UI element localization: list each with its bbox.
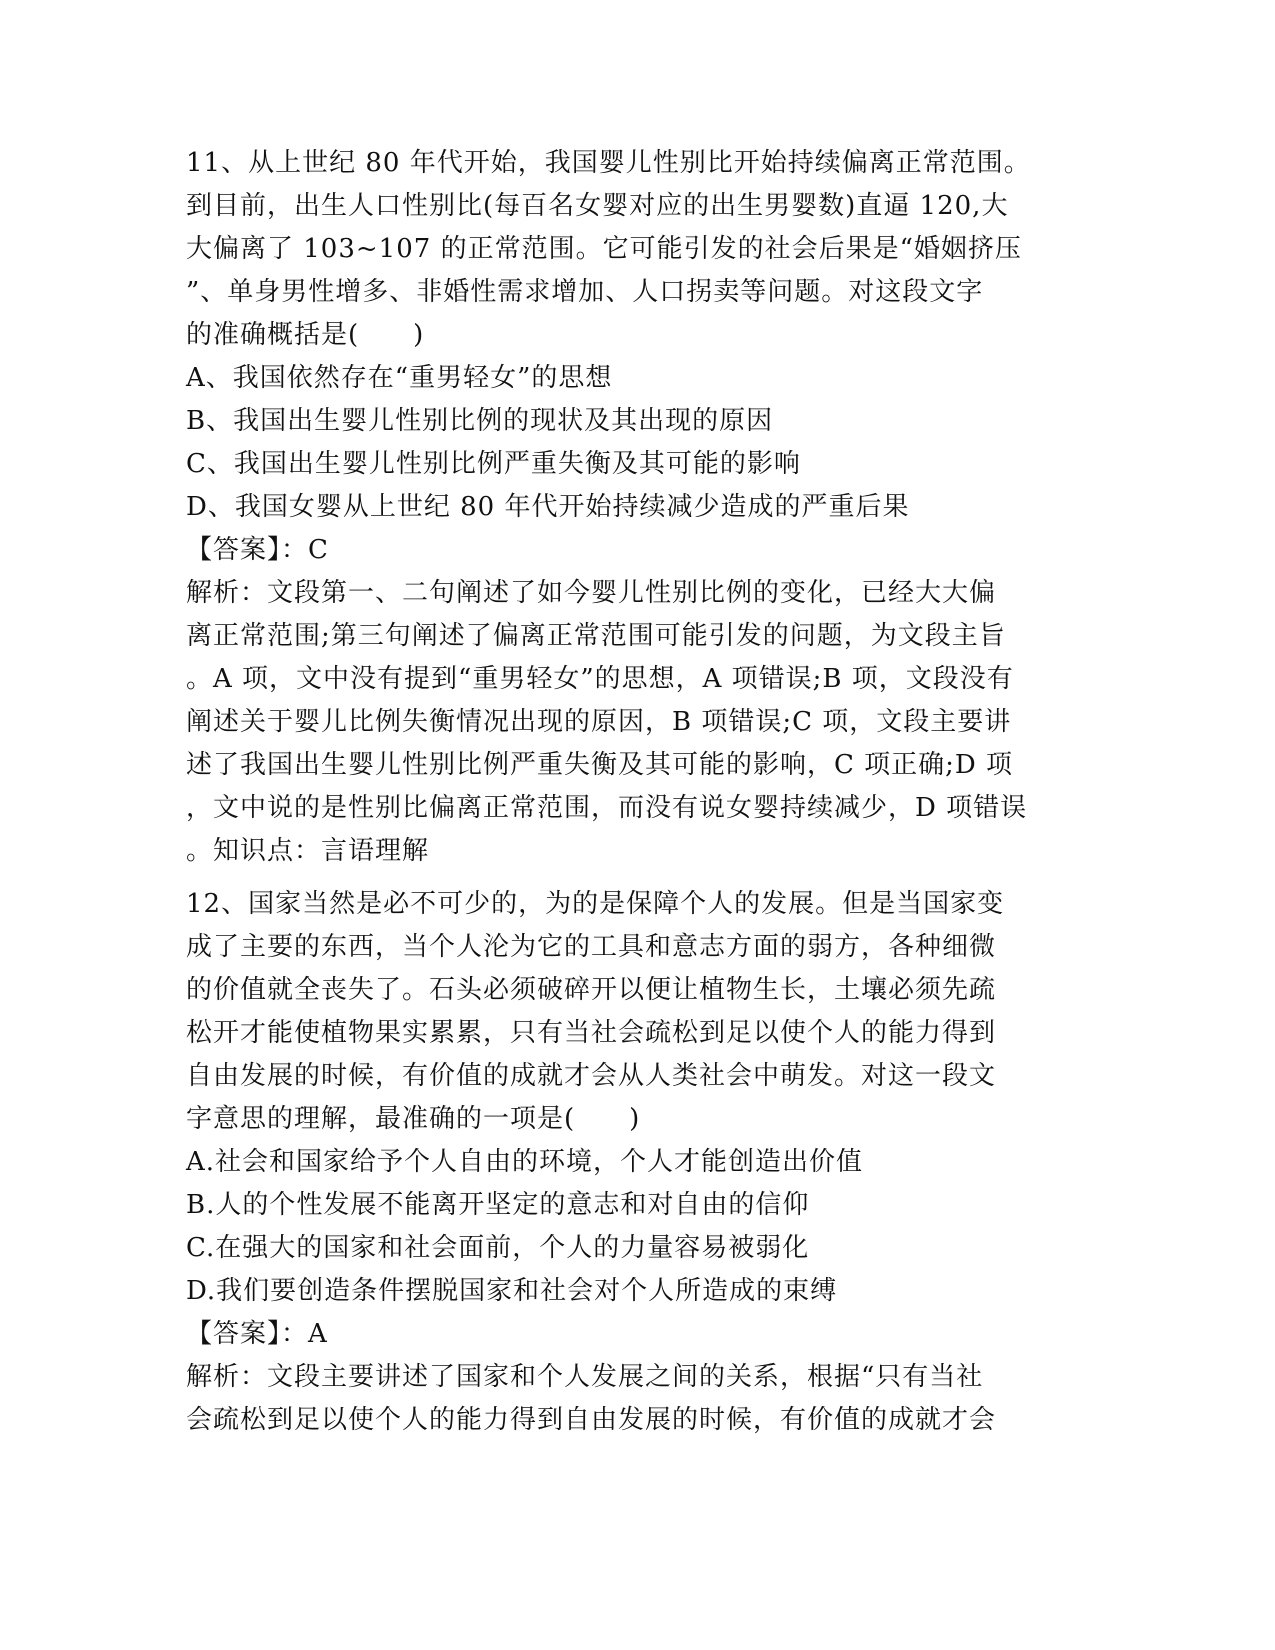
option-a: A、我国依然存在“重男轻女”的思想 [186, 363, 613, 393]
page-content [186, 142, 1086, 1442]
question-stem-line: 11、从上世纪 80 年代开始，我国婴儿性别比开始持续偏离正常范围。 [186, 148, 1031, 178]
option-b: B、我国出生婴儿性别比例的现状及其出现的原因 [186, 406, 774, 436]
option-d: D.我们要创造条件摆脱国家和社会对个人所造成的束缚 [186, 1276, 838, 1306]
question-stem-line: 的准确概括是( ) [186, 320, 425, 350]
question-stem-line: 12、国家当然是必不可少的，为的是保障个人的发展。但是当国家变 [186, 889, 1005, 919]
analysis-line: 解析：文段第一、二句阐述了如今婴儿性别比例的变化，已经大大偏 [186, 578, 997, 608]
question-block-12 [186, 883, 1086, 1442]
question-stem-line: 到目前，出生人口性别比(每百名女婴对应的出生男婴数)直逼 120,大 [186, 191, 1009, 221]
analysis-line: 离正常范围;第三句阐述了偏离正常范围可能引发的问题，为文段主旨 [186, 621, 1006, 651]
question-divider-space [186, 873, 1086, 883]
question-stem-line: 的价值就全丧失了。石头必须破碎开以便让植物生长，土壤必须先疏 [186, 975, 997, 1005]
analysis-line: 。知识点：言语理解 [186, 836, 430, 866]
answer-line: 【答案】：A [186, 1319, 328, 1349]
question-block-11 [186, 142, 1086, 873]
question-stem-line: 松开才能使植物果实累累，只有当社会疏松到足以使个人的能力得到 [186, 1018, 997, 1048]
analysis-line: 解析：文段主要讲述了国家和个人发展之间的关系，根据“只有当社 [186, 1362, 984, 1392]
question-stem-line: 成了主要的东西，当个人沦为它的工具和意志方面的弱方，各种细微 [186, 932, 997, 962]
analysis-line: 。A 项，文中没有提到“重男轻女”的思想，A 项错误;B 项，文段没有 [186, 664, 1014, 694]
question-stem-line: ”、单身男性增多、非婚性需求增加、人口拐卖等问题。对这段文字 [186, 277, 984, 307]
analysis-line: 阐述关于婴儿比例失衡情况出现的原因，B 项错误;C 项，文段主要讲 [186, 707, 1012, 737]
option-a: A.社会和国家给予个人自由的环境，个人才能创造出价值 [186, 1147, 864, 1177]
analysis-line: 会疏松到足以使个人的能力得到自由发展的时候，有价值的成就才会 [186, 1405, 997, 1435]
question-stem-line: 自由发展的时候，有价值的成就才会从人类社会中萌发。对这一段文 [186, 1061, 997, 1091]
option-b: B.人的个性发展不能离开坚定的意志和对自由的信仰 [186, 1190, 810, 1220]
answer-line: 【答案】：C [186, 535, 329, 565]
analysis-line: 述了我国出生婴儿性别比例严重失衡及其可能的影响，C 项正确;D 项 [186, 750, 1014, 780]
option-d: D、我国女婴从上世纪 80 年代开始持续减少造成的严重后果 [186, 492, 910, 522]
question-stem-line: 大偏离了 103~107 的正常范围。它可能引发的社会后果是“婚姻挤压 [186, 234, 1022, 264]
option-c: C、我国出生婴儿性别比例严重失衡及其可能的影响 [186, 449, 801, 479]
question-stem-line: 字意思的理解，最准确的一项是( ) [186, 1104, 641, 1134]
option-c: C.在强大的国家和社会面前，个人的力量容易被弱化 [186, 1233, 810, 1263]
analysis-line: ，文中说的是性别比偏离正常范围，而没有说女婴持续减少，D 项错误 [186, 793, 1028, 823]
